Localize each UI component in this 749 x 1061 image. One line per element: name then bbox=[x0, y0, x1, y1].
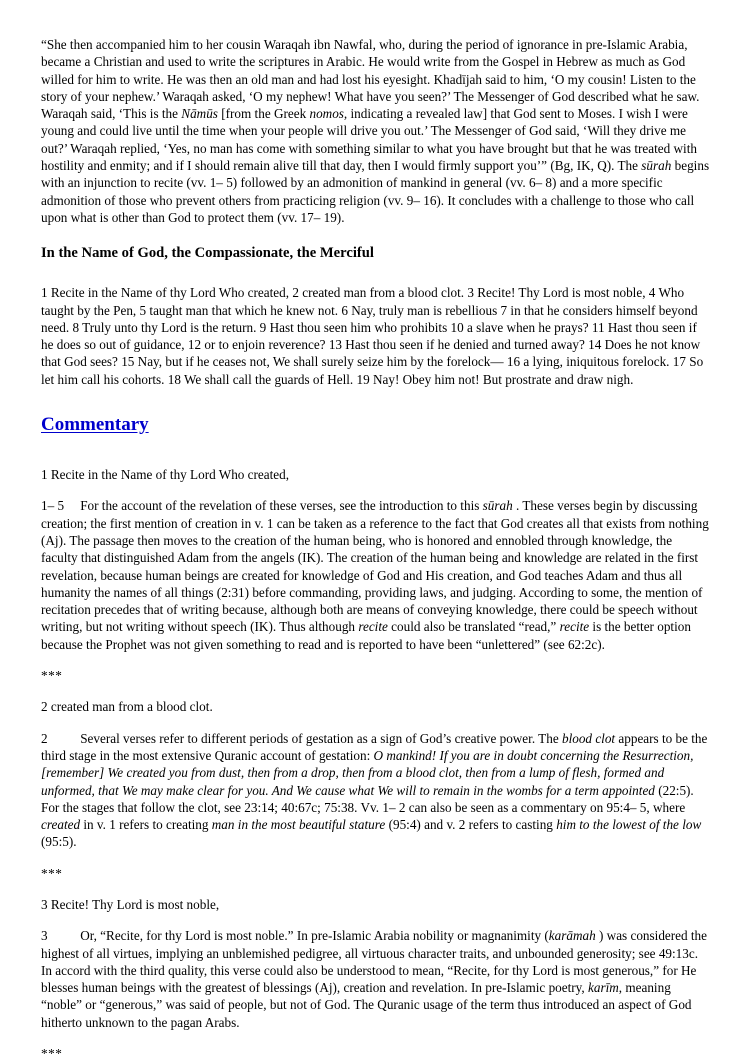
italic-text: karāmah bbox=[548, 928, 596, 944]
commentary-heading: Commentary bbox=[41, 414, 149, 436]
italic-text: recite bbox=[559, 619, 590, 635]
commentary-lemma: 2 created man from a blood clot. bbox=[41, 699, 213, 715]
italic-text: sūrah bbox=[641, 158, 672, 174]
italic-text: created bbox=[41, 817, 81, 833]
star-separator: *** bbox=[41, 1046, 63, 1061]
italic-text: recite bbox=[358, 619, 388, 635]
commentary-entries bbox=[41, 466, 710, 1061]
italic-text: karīm bbox=[588, 980, 619, 996]
italic-text: man in the most beautiful stature bbox=[211, 817, 386, 833]
italic-text: nomos, bbox=[309, 106, 348, 122]
italic-text: blood clot bbox=[561, 730, 616, 746]
italic-text: O mankind! If you are in doubt concerning the Resurrection, [remember] We created you from dust, then from a drop, then from a blood clot, then from a lump of flesh, formed and unformed, that We may make clear for you. And We cause what We will to remain in the wombs for a term appointed bbox=[41, 747, 694, 798]
verse-number: 3 bbox=[41, 928, 48, 944]
verse-number: 1– 5 bbox=[41, 498, 65, 514]
italic-text: Nāmūs bbox=[181, 106, 218, 122]
intro-paragraph: “She then accompanied him to her cousin Waraqah ibn Nawfal, who, during the period of ignorance in pre-Islamic Arabia, became a Christian and used to write the scriptures in Arabic. He would write from the Gospel in Hebrew as much as God willed for him to write. He was then an old man and had lost his eyesight. Khadījah said to him, ‘O my cousin! Listen to the story of your nephew.’ Waraqah asked, ‘O my nephew! What have you seen?’ The Messenger of God described what he saw. Waraqah said, ‘This is the Nāmūs [from the Greek nomos, indicating a revealed law] that God sent to Moses. I wish I were young and could live until the time when your people will drive you out.’ The Messenger of God said, ‘Will they drive me out?’ Waraqah replied, ‘Yes, no man has come with something similar to what you have brought but that he was treated with hostility and enmity; and if I should remain alive till that day, then I would firmly support you’” (Bg, IK, Q). The sūrah begins with an injunction to recite (vv. 1– 5) followed by an admonition of mankind in general (vv. 6– 8) and a more specific admonition of those who prevent others from practicing religion (vv. 9– 16). It concludes with a challenge to those who call upon what is other than God to protect them (vv. 17– 19). bbox=[41, 37, 710, 225]
commentary-heading-wrap bbox=[41, 408, 710, 456]
commentary-lemma: 3 Recite! Thy Lord is most noble, bbox=[41, 896, 220, 912]
italic-text: him to the lowest of the low bbox=[556, 817, 702, 833]
commentary-body: 1– 5 For the account of the revelation of these verses, see the introduction to this sūrah . These verses begin by discussing creation; the first mention of creation in v. 1 can be taken as a reference to the fact that God creates all that exists from nothing (Aj). The passage then moves to the creation of the human being, who is honored and ennobled through knowledge, the faculty that distinguished Adam from the angels (IK). The creation of the human being and knowledge are related in the first revelation, because human beings are created for knowledge of God and His creation, and God teaches Adam and thus all humanity the names of all things (2:31) before commanding, providing laws, and judging. According to some, the mention of recitation precedes that of writing because, although both are means of conveying knowledge, there could be speech without writing, but not writing without speech (IK). Thus although recite could also be translated “read,” recite is the better option because the Prophet was not given something to read and is reported to have been “unlettered” (see 62:2c). bbox=[41, 498, 709, 652]
commentary-lemma: 1 Recite in the Name of thy Lord Who created, bbox=[41, 467, 290, 483]
star-separator: *** bbox=[41, 668, 63, 684]
basmala-heading: In the Name of God, the Compassionate, the Merciful bbox=[41, 245, 374, 262]
italic-text: sūrah bbox=[482, 498, 513, 514]
star-separator: *** bbox=[41, 865, 63, 881]
surah-verses-text: 1 Recite in the Name of thy Lord Who created, 2 created man from a blood clot. 3 Recite! Thy Lord is most noble, 4 Who taught by the Pen, 5 taught man that which he knew not. 6 Nay, truly man is rebellious 7 in that he considers himself beyond need. 8 Truly unto thy Lord is the return. 9 Hast thou seen him who prohibits 10 a slave when he prays? 11 Hast thou seen if he does so out of guidance, 12 or to enjoin reverence? 13 Hast thou seen if he denied and turned away? 14 Does he not know that God sees? 15 Nay, but if he ceases not, We shall surely seize him by the forelock— 16 a lying, iniquitous forelock. 17 So let him call his cohorts. 18 We shall call the guards of Hell. 19 Nay! Obey him not! But prostrate and draw nigh. bbox=[41, 285, 704, 387]
verse-number: 2 bbox=[41, 730, 48, 746]
commentary-body: 3 Or, “Recite, for thy Lord is most noble.” In pre-Islamic Arabia nobility or magnanimity (karāmah ) was considered the highest of all virtues, implying an unblemished pedigree, all virtuous character traits, and unbounded generosity; see 49:13c. In accord with the third quality, this verse could also be understood to mean, “Recite, for thy Lord is most generous,” for He blesses human beings with the greatest of blessings (Aj), creation and revelation. In pre-Islamic poetry, karīm, meaning “noble” or “generous,” was said of people, but not of God. The Quranic usage of the term thus introduced an aspect of God hitherto unknown to the pagan Arabs. bbox=[41, 928, 708, 1030]
commentary-body: 2 Several verses refer to different periods of gestation as a sign of God’s creative power. The blood clot appears to be the third stage in the most extensive Quranic account of gestation: O mankind! If you are in doubt concerning the Resurrection, [remember] We created you from dust, then from a drop, then from a blood clot, then from a lump of flesh, formed and unformed, that We may make clear for you. And We cause what We will to remain in the wombs for a term appointed (22:5). For the stages that follow the clot, see 23:14; 40:67c; 75:38. Vv. 1– 2 can also be seen as a commentary on 95:4– 5, where created in v. 1 refers to creating man in the most beautiful stature (95:4) and v. 2 refers to casting him to the lowest of the low (95:5). bbox=[41, 730, 708, 850]
